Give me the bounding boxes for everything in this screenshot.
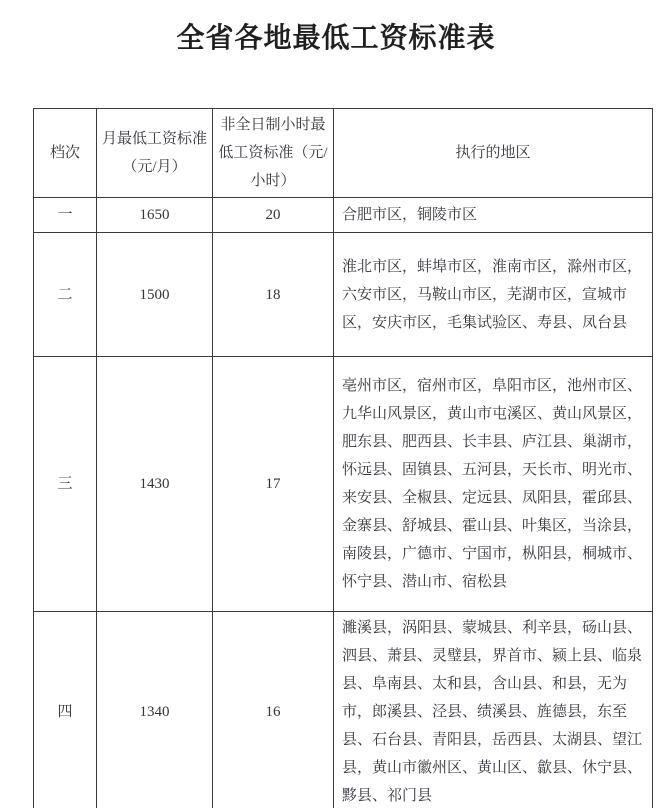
regions-cell: 淮北市区，蚌埠市区，淮南市区，滁州市区，六安市区，马鞍山市区，芜湖市区，宣城市区，安庆市区，毛集试验区、寿县、凤台县	[334, 233, 653, 357]
level-cell: 三	[34, 357, 97, 612]
monthly-wage-cell: 1650	[97, 198, 213, 233]
header-row	[34, 109, 653, 198]
regions-cell: 合肥市区，铜陵市区	[334, 198, 653, 233]
monthly-wage-cell: 1340	[97, 612, 213, 808]
column-header-regions: 执行的地区	[334, 109, 653, 198]
hourly-wage-cell: 16	[213, 612, 334, 808]
table-row	[34, 612, 653, 808]
level-cell: 二	[34, 233, 97, 357]
hourly-wage-cell: 20	[213, 198, 334, 233]
page-title: 全省各地最低工资标准表	[176, 22, 496, 53]
regions-cell: 濉溪县，涡阳县、蒙城县、利辛县，砀山县、泗县、萧县、灵璧县，界首市、颍上县、临泉县、阜南县、太和县，含山县、和县，无为市，郎溪县、泾县、绩溪县、旌德县，东至县、石台县、青阳县，岳西县、太湖县、望江县，黄山市徽州区、黄山区、歙县、休宁县、黟县、祁门县	[334, 612, 653, 808]
column-header-monthly: 月最低工资标准（元/月）	[97, 109, 213, 198]
minimum-wage-table	[33, 108, 653, 808]
monthly-wage-cell: 1430	[97, 357, 213, 612]
table-row	[34, 198, 653, 233]
level-cell: 一	[34, 198, 97, 233]
regions-cell: 亳州市区，宿州市区，阜阳市区，池州市区、九华山风景区，黄山市屯溪区、黄山风景区，肥东县、肥西县、长丰县、庐江县、巢湖市，怀远县、固镇县、五河县，天长市、明光市、来安县、全椒县、定远县、凤阳县，霍邱县、金寨县、舒城县、霍山县、叶集区，当涂县，南陵县，广德市、宁国市，枞阳县，桐城市、怀宁县、潜山市、宿松县	[334, 357, 653, 612]
table-row	[34, 233, 653, 357]
hourly-wage-cell: 18	[213, 233, 334, 357]
column-header-hourly: 非全日制小时最低工资标准（元/小时）	[213, 109, 334, 198]
column-header-level: 档次	[34, 109, 97, 198]
level-cell: 四	[34, 612, 97, 808]
table-row	[34, 357, 653, 612]
hourly-wage-cell: 17	[213, 357, 334, 612]
monthly-wage-cell: 1500	[97, 233, 213, 357]
